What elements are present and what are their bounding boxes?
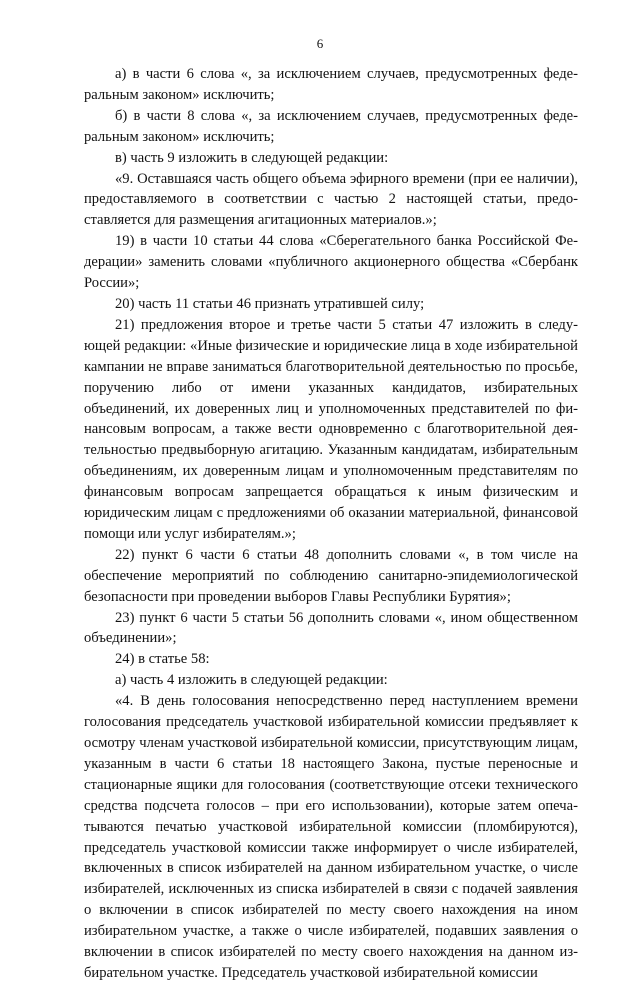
paragraph-part-4-text: «4. В день голосования непосредственно перед наступлением времени голосования председатель участковой избирательной комиссии предъявляет к осмотру членам участковой избирательной комиссии, присутствующим лицам, указанным в части 6 статьи 18 настоящего Закона, пустые переносные и стационарные ящики для голосования (соответствующие отсеки технического средства подсчета голосов – при его использовании), которые затем опечатываются печатью участковой избирательной комиссии (пломбируются), председатель участковой комиссии также информирует о числе избирателей, включенных в список избирателей на данном избирательном участке, о числе избирателей, исключенных из списка избирателей в связи с подачей заявления о включении в список избирателей по месту своего нахождения на ином избирательном участке, а также о числе избирателей, подавших заявления о включении в список избирателей по месту своего нахождения на данном избирательном участке. Председатель участковой избирательной комиссии bbox=[84, 693, 578, 981]
paragraph-part-9-text: «9. Оставшаяся часть общего объема эфирного времени (при ее наличии), предоставляемого в соответствии с частью 2 настоящей статьи, предоставляется для размещения агитационных материалов.»; bbox=[84, 170, 578, 229]
paragraph-item-21: 21) предложения второе и третье части 5 статьи 47 изложить в следующей редакции: «Иные физические и юридические лица в ходе избирательной кампании не вправе заниматься благотворительной деятельностью по просьбе, поручению либо от имени указанных кандидатов, избирательных объединений, их доверенных лиц и уполномоченных представителей по финансовым вопросам, а также вести одновременно с благотворительной деятельностью предвыборную агитацию. Указанным кандидатам, избирательным объединениям, их доверенным лицам и уполномоченным представителям по финансовым вопросам запрещается обращаться к иным физическим и юридическим лицам с предложениями об оказании материальной, финансовой помощи или услуг избирателям.»; bbox=[84, 316, 578, 542]
paragraph-3a: а) в части 6 слова «, за исключением случаев, предусмотренных федеральным законом» исключить; bbox=[84, 66, 578, 103]
paragraph-3v: в) часть 9 изложить в следующей редакции: bbox=[115, 149, 389, 166]
page-number: 6 bbox=[316, 36, 324, 51]
paragraph-3b: б) в части 8 слова «, за исключением случаев, предусмотренных федеральным законом» исключить; bbox=[84, 107, 578, 145]
paragraph-item-20: 20) часть 11 статьи 46 признать утратившей силу; bbox=[115, 295, 425, 312]
paragraph-item-23: 23) пункт 6 части 5 статьи 56 дополнить словами «, ином общественном объединении»; bbox=[84, 609, 578, 647]
paragraph-item-24: 24) в статье 58: bbox=[115, 651, 210, 668]
paragraph-item-19: 19) в части 10 статьи 44 слова «Сберегательного банка Российской Федерации» заменить словами «публичного акционерного общества «Сбербанк России»; bbox=[84, 233, 578, 292]
document-body bbox=[84, 64, 578, 984]
paragraph-item-22: 22) пункт 6 части 6 статьи 48 дополнить словами «, в том числе на обеспечение мероприятий по соблюдению санитарно-эпидемиологической безопасности при проведении выборов Главы Республики Бурятия»; bbox=[84, 546, 578, 605]
paragraph-24a: а) часть 4 изложить в следующей редакции: bbox=[115, 672, 388, 689]
